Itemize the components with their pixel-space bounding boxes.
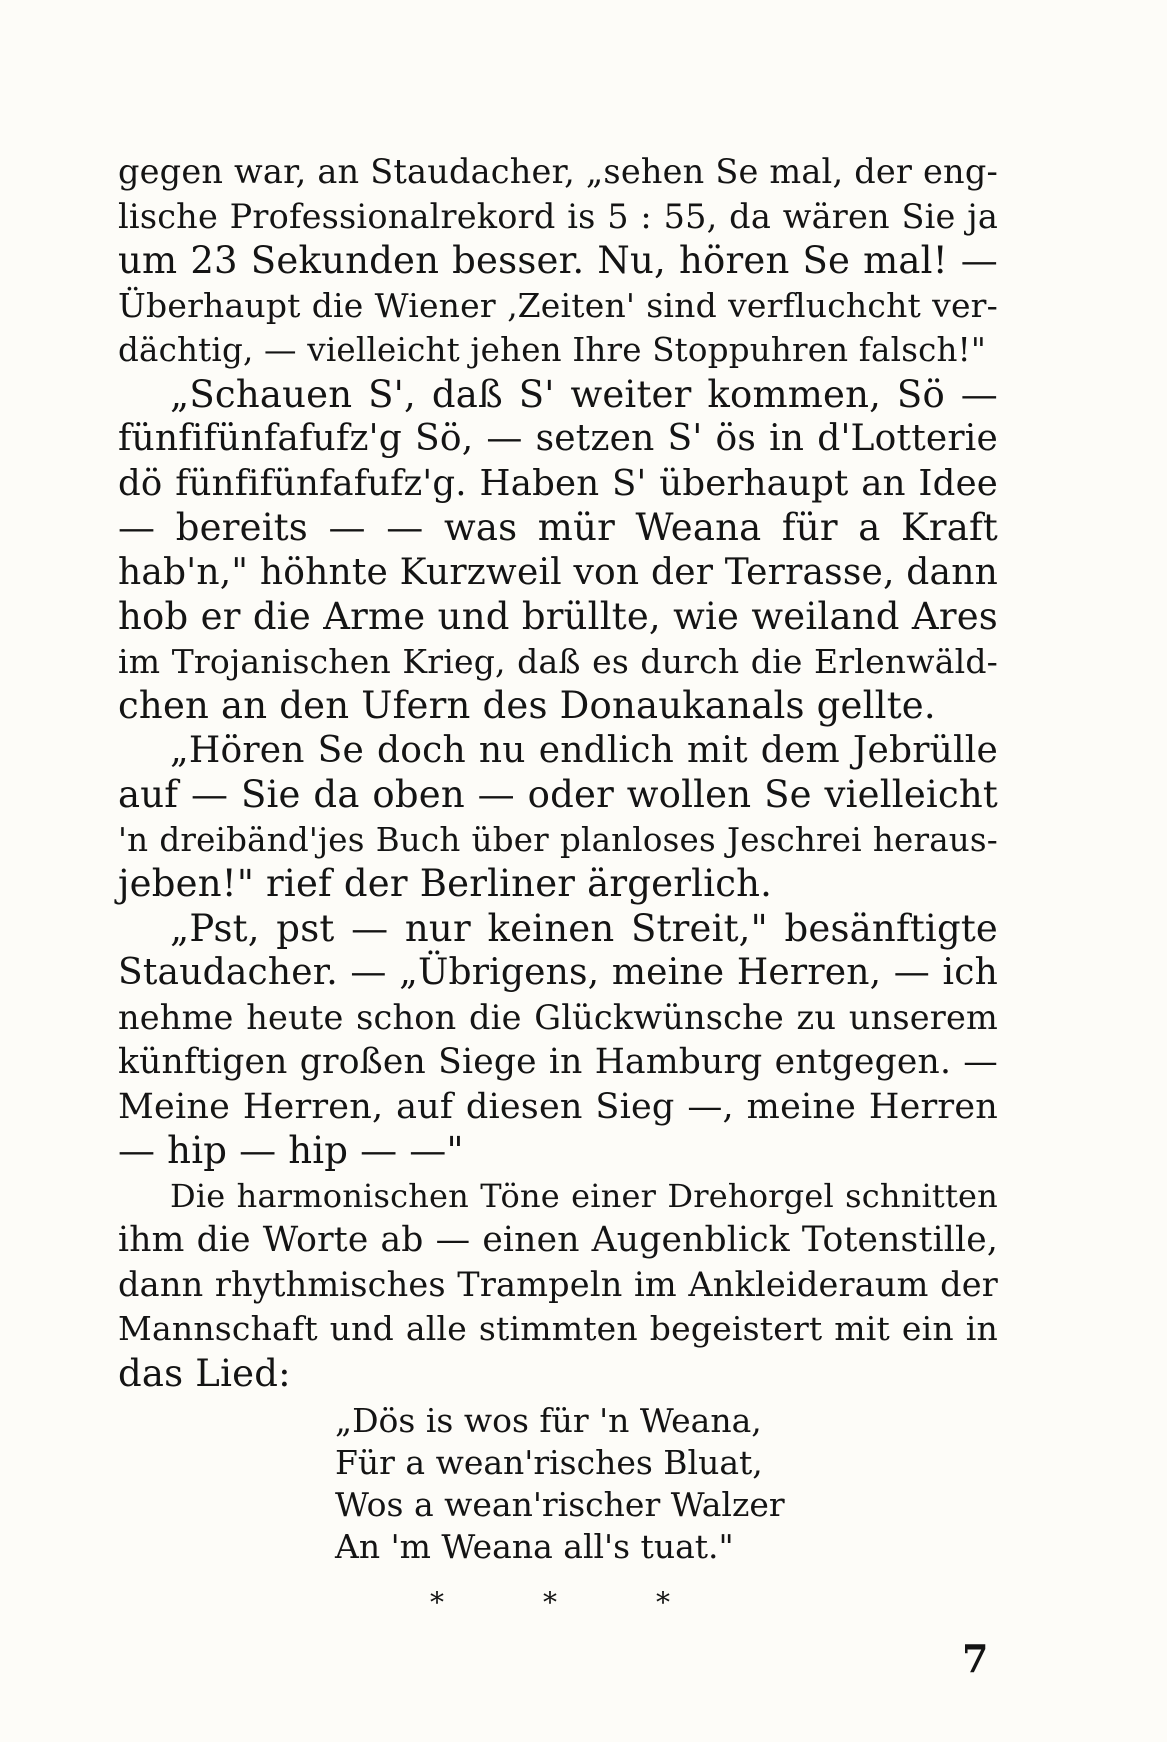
page-number: 7	[962, 1636, 989, 1681]
text-line: Die harmonischen Töne einer Drehorgel schnitten	[170, 1176, 998, 1215]
text-line: hob er die Arme und brüllte, wie weiland Ares	[118, 595, 998, 638]
text-line: das Lied:	[118, 1351, 291, 1395]
text-line: dann rhythmisches Trampeln im Ankleideraum der	[118, 1264, 998, 1304]
verse-line: An 'm Weana all's tuat."	[335, 1527, 734, 1566]
text-line: jeben!" rief der Berliner ärgerlich.	[118, 862, 773, 905]
text-line: nehme heute schon die Glückwünsche zu unserem	[118, 997, 998, 1037]
asterisk-icon: *	[430, 1586, 444, 1619]
text-line: um 23 Sekunden besser. Nu, hören Se mal! —	[118, 239, 998, 282]
text-line: auf — Sie da oben — oder wollen Se vielleicht	[118, 773, 998, 816]
verse-line: Wos a wean'rischer Walzer	[335, 1485, 785, 1524]
text-line: „Schauen S', daß S' weiter kommen, Sö —	[170, 372, 998, 416]
text-line: gegen war, an Staudacher, „sehen Se mal, der eng-	[118, 152, 998, 191]
text-line: — bereits — — was mür Weana für a Kraft	[118, 506, 998, 549]
verse-line: „Dös is wos für 'n Weana,	[335, 1401, 762, 1440]
text-line: dächtig, — vielleicht jehen Ihre Stoppuhren falsch!"	[118, 331, 987, 369]
text-line: Staudacher. — „Übrigens, meine Herren, — ich	[118, 952, 998, 993]
text-line: Überhaupt die Wiener ‚Zeiten' sind verfluchcht ver-	[118, 285, 998, 325]
verse-line: Für a wean'risches Bluat,	[335, 1443, 763, 1482]
text-line: „Hören Se doch nu endlich mit dem Jebrülle	[170, 729, 998, 771]
text-line: künftigen großen Siege in Hamburg entgegen. —	[118, 1042, 998, 1082]
text-line: dö fünfifünfafufz'g. Haben S' überhaupt an Idee	[118, 462, 998, 504]
text-line: ihm die Worte ab — einen Augenblick Totenstille,	[118, 1220, 998, 1260]
text-line: lische Professionalrekord is 5 : 55, da wären Sie ja	[118, 196, 998, 236]
text-line: 'n dreibänd'jes Buch über planloses Jeschrei heraus-	[118, 820, 998, 859]
text-line: fünfifünfafufz'g Sö, — setzen S' ös in d'Lotterie	[118, 418, 998, 459]
song-verse	[335, 1400, 785, 1568]
body-text	[118, 150, 998, 1396]
asterisk-icon: *	[656, 1586, 670, 1619]
text-line: Meine Herren, auf diesen Sieg —, meine Herren	[118, 1086, 998, 1127]
text-line: Mannschaft und alle stimmten begeistert mit ein in	[118, 1309, 998, 1348]
text-line: chen an den Ufern des Donaukanals gellte.	[118, 684, 936, 727]
text-line: „Pst, pst — nur keinen Streit," besänftigte	[170, 906, 998, 950]
text-line: hab'n," höhnte Kurzweil von der Terrasse, dann	[118, 551, 998, 593]
asterisk-icon: *	[543, 1586, 557, 1619]
section-separator	[430, 1586, 670, 1619]
text-line: im Trojanischen Krieg, daß es durch die Erlenwäld-	[118, 641, 998, 681]
text-line: — hip — hip — —"	[118, 1129, 464, 1172]
